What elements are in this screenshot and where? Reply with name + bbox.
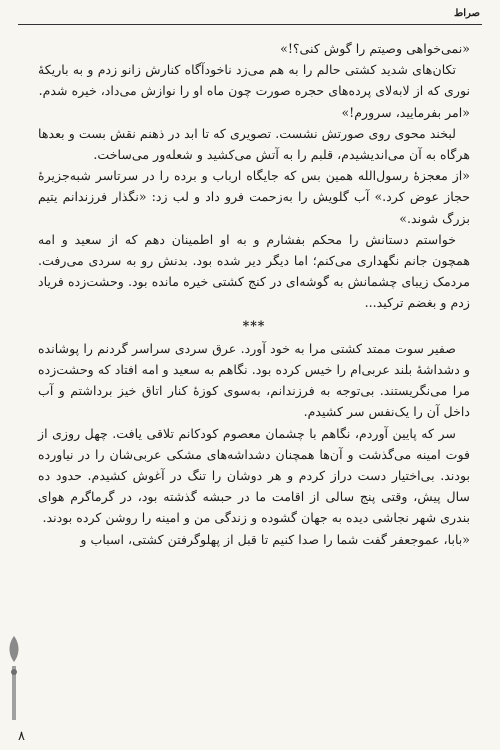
body-text — [38, 38, 470, 550]
paragraph: سر که پایین آوردم، نگاهم با چشمان معصوم کودکانم تلاقی یافت. چهل روزی از فوت امینه می‌گذشت و آن‌ها همچنان دشداشه‌های مشکی عربی‌شان را در نیاورده بودند. بی‌اختیار دست دراز کردم و هر دوشان را تنگ در آغوش کشیدم. حدود ده سال پیش، وقتی پنج سالی از اقامت ما در حبشه گذشته بود، در گرماگرم هوای بندری شهر نجاشی دیده به جهان گشوده و زندگی من و امینه را روشن کرده بودند. — [38, 425, 470, 526]
page-number: ۸ — [18, 729, 25, 744]
section-separator: *** — [242, 317, 266, 333]
paragraph: «از معجزهٔ رسول‌الله همین بس که جایگاه ارباب و برده را در سرتاسر شبه‌جزیرهٔ حجاز عوض کرد.» آب گلویش را به‌زحمت فرو داد و لب زد: «نگذار فرزندانم یتیم بزرگ شوند.» — [38, 168, 470, 226]
paragraph: خواستم دستانش را محکم بفشارم و به او اطمینان دهم که از سعید و امه همچون جانم نگهداری می‌کنم؛ اما دیگر دیر شده بود. بدنش رو به سردی می‌رفت. مردمک زیبای چشمانش به گوشه‌ای در کنج کشتی خیره مانده بود. وحشت‌زده فریاد زدم و بغضم ترکید... — [38, 231, 470, 311]
paragraph: «نمی‌خواهی وصیتم را گوش کنی؟!» — [280, 41, 470, 56]
publisher-logo-icon — [4, 632, 24, 724]
paragraph: لبخند محوی روی صورتش نشست. تصویری که تا ابد در ذهنم نقش بست و بعدها هرگاه به آن می‌اندیشیدم، قلبم را به آتش می‌کشید و شعله‌ور می‌ساخت. — [38, 125, 470, 163]
running-header: صراط — [453, 8, 480, 19]
paragraph: تکان‌های شدید کشتی حالم را به هم می‌زد ناخودآگاه کنارش زانو زدم و به باریکهٔ نوری که از لابه‌لای پرده‌های حجره صورت چون ماه او را نوازش می‌داد، خیره شدم. — [38, 62, 470, 99]
paragraph: «بابا، عموجعفر گفت شما را صدا کنیم تا قبل از پهلوگرفتن کشتی، اسباب و — [80, 531, 470, 547]
paragraph: صفیر سوت ممتد کشتی مرا به خود آورد. عرق سردی سراسر گردنم را پوشانده و دشداشهٔ بلند عربی‌ام را خیس کرده بود. نگاهم به سعید و امه افتاد که وحشت‌زده مرا می‌نگریستند. بی‌توجه به فرزندانم، به‌سوی کوزهٔ کنار اتاق خیز برداشتم و آب داخل آن را یک‌نفس سر کشیدم. — [38, 340, 470, 420]
paragraph: «امر بفرمایید، سرورم!» — [341, 104, 470, 120]
header-rule — [18, 24, 482, 25]
